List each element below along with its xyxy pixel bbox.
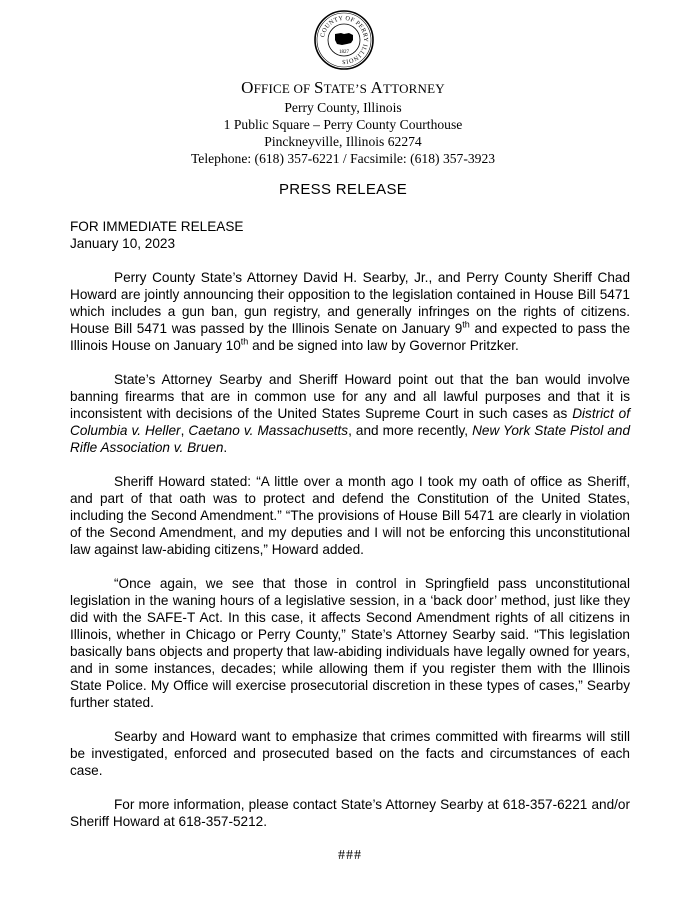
letterhead — [0, 78, 686, 167]
release-label: FOR IMMEDIATE RELEASE — [70, 219, 244, 234]
release-body — [70, 218, 630, 864]
paragraph-2-end: . — [223, 440, 228, 455]
paragraph-1-text-b: and expected to pass the Illinois House on January 10 — [70, 321, 631, 353]
svg-text:1827: 1827 — [339, 50, 349, 55]
paragraph-3: Sheriff Howard stated: “A little over a month ago I took my oath of office as Sheriff, and part of that oath was to protect and defend the Constitution of the United States, including the Second Amendment.” “The provisions of House Bill 5471 are clearly in violation of the Second Amendment, and my deputies and I will not be enforcing this unconstitutional law against law-abiding citizens,” Howard added. — [70, 474, 630, 557]
citation-separator: , and more recently, — [348, 423, 473, 438]
office-title-rest-2: TATE’S — [323, 81, 371, 96]
release-header — [70, 218, 630, 252]
paragraph-1-text-c: and be signed into law by Governor Pritzker. — [248, 338, 519, 353]
office-title-initial-2: S — [313, 78, 324, 97]
ordinal-suffix: th — [240, 336, 249, 347]
office-title-initial-1: O — [241, 78, 254, 97]
paragraph-2-text: State’s Attorney Searby and Sheriff Howard point out that the ban would involve banning firearms that are in common use for any and all lawful purposes and that it is inconsistent with decisions of the United States Supreme Court in such cases as — [70, 372, 630, 421]
case-citation-heller: District of Columbia v. Heller — [70, 406, 630, 438]
office-title-rest-3: TTORNEY — [383, 81, 445, 96]
phone-line: Telephone: (618) 357-6221 / Facsimile: (618) 357-3923 — [190, 151, 496, 166]
paragraph-2 — [70, 371, 630, 456]
case-citation-caetano: Caetano v. Massachusetts — [188, 423, 349, 438]
office-title-rest-1: FFICE OF — [253, 81, 314, 96]
end-mark: ### — [338, 848, 362, 863]
paragraph-6: For more information, please contact State’s Attorney Searby at 618-357-6221 and/or Sheriff Howard at 618-357-5212. — [70, 797, 630, 829]
office-title-initial-3: A — [370, 78, 384, 97]
release-date: January 10, 2023 — [70, 236, 176, 251]
press-release-title: PRESS RELEASE — [278, 181, 408, 198]
paragraph-4: “Once again, we see that those in control in Springfield pass unconstitutional legislation in the waning hours of a legislative session, in a ‘back door’ method, just like they did with the SAFE-T Act. In this case, it affects Second Amendment rights of all citizens in Illinois, whether in Chicago or Perry County,” State’s Attorney Searby said. “This legislation basically bans objects and property that law-abiding individuals have legally owned for years, and in some instances, decades; while allowing them if you register them with the Illinois State Police. My Office will exercise prosecutorial discretion in these types of cases,” Searby further stated. — [70, 576, 630, 710]
county-line: Perry County, Illinois — [284, 100, 402, 115]
office-title — [0, 78, 686, 99]
address-line: 1 Public Square – Perry County Courthouse — [223, 117, 463, 132]
city-line: Pinckneyville, Illinois 62274 — [264, 134, 422, 149]
ordinal-suffix: th — [462, 319, 470, 330]
paragraph-1 — [70, 269, 630, 354]
county-seal-logo — [314, 10, 374, 70]
paragraph-5: Searby and Howard want to emphasize that crimes committed with firearms will still be investigated, enforced and prosecuted based on the facts and circumstances of each case. — [70, 729, 630, 778]
paragraph-1-text-a: Perry County State’s Attorney David H. Searby, Jr., and Perry County Sheriff Chad Howard are jointly announcing their opposition to the legislation contained in House Bill 5471 which includes a gun ban, gun registry, and generally infringes on the rights of citizens. House Bill 5471 was passed by the Illinois Senate on January 9 — [70, 270, 630, 336]
citation-separator: , — [180, 423, 189, 438]
svg-text:COUNTY OF PERRY ILLINOIS: COUNTY OF PERRY ILLINOIS — [319, 14, 370, 66]
case-citation-bruen: New York State Pistol and Rifle Association v. Bruen — [70, 423, 631, 455]
